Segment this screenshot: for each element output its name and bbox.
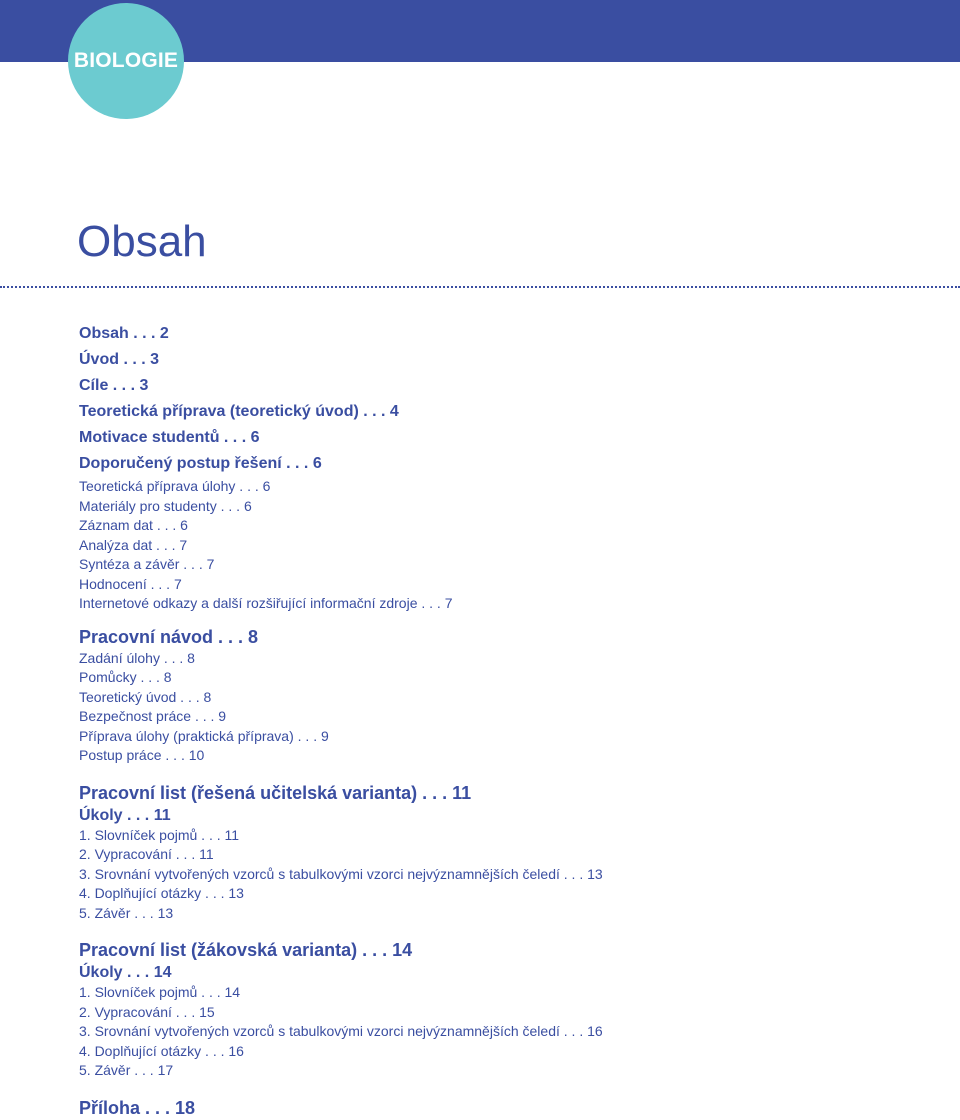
toc-subentry[interactable]: Postup práce . . . 10: [79, 747, 205, 763]
toc-section[interactable]: Příloha . . . 18: [79, 1097, 196, 1118]
toc-subentry[interactable]: Příprava úlohy (praktická příprava) . . . 9: [79, 727, 329, 744]
toc-subentry[interactable]: Hodnocení . . . 7: [79, 575, 182, 592]
toc-entry[interactable]: Teoretická příprava (teoretický úvod) . . . 4: [79, 403, 399, 420]
table-of-contents: [79, 321, 939, 1120]
toc-subentry[interactable]: Teoretický úvod . . . 8: [79, 688, 212, 705]
toc-subentry[interactable]: Internetové odkazy a další rozšiřující informační zdroje . . . 7: [79, 595, 453, 611]
toc-section[interactable]: Pracovní list (řešená učitelská varianta) . . . 11: [79, 782, 472, 803]
toc-entry[interactable]: Úvod . . . 3: [79, 351, 160, 368]
toc-entry[interactable]: Cíle . . . 3: [79, 377, 149, 394]
toc-subentry[interactable]: 3. Srovnání vytvořených vzorců s tabulkovými vzorci nejvýznamnějších čeledí . . . 13: [79, 865, 603, 882]
toc-subentry[interactable]: 1. Slovníček pojmů . . . 14: [79, 984, 241, 1000]
toc-subentry[interactable]: 3. Srovnání vytvořených vzorců s tabulkovými vzorci nejvýznamnějších čeledí . . . 16: [79, 1023, 603, 1039]
toc-subentry[interactable]: 4. Doplňující otázky . . . 13: [79, 885, 244, 901]
toc-subentry[interactable]: Teoretická příprava úlohy . . . 6: [79, 478, 271, 494]
toc-subentry[interactable]: Materiály pro studenty . . . 6: [79, 497, 252, 514]
toc-task-heading[interactable]: Úkoly . . . 14: [79, 964, 172, 981]
toc-subentry[interactable]: 2. Vypracování . . . 11: [79, 846, 214, 862]
toc-section[interactable]: Pracovní list (žákovská varianta) . . . 14: [79, 940, 413, 960]
toc-subentry[interactable]: 5. Závěr . . . 17: [79, 1062, 174, 1078]
toc-entry[interactable]: Obsah . . . 2: [79, 325, 169, 342]
toc-subentry[interactable]: 5. Závěr . . . 13: [79, 904, 174, 921]
toc-subentry[interactable]: Bezpečnost práce . . . 9: [79, 708, 227, 724]
toc-entry[interactable]: Doporučený postup řešení . . . 6: [79, 455, 322, 472]
toc-subentry[interactable]: 4. Doplňující otázky . . . 16: [79, 1042, 244, 1059]
toc-subentry[interactable]: Syntéza a závěr . . . 7: [79, 556, 215, 572]
dotted-divider: [0, 286, 960, 288]
toc-subentry[interactable]: Zadání úlohy . . . 8: [79, 649, 195, 666]
toc-entry[interactable]: Motivace studentů . . . 6: [79, 429, 260, 446]
toc-subentry[interactable]: Záznam dat . . . 6: [79, 517, 188, 533]
toc-subentry[interactable]: 1. Slovníček pojmů . . . 11: [79, 826, 240, 843]
toc-subentry[interactable]: Pomůcky . . . 8: [79, 669, 172, 685]
toc-subentry[interactable]: 2. Vypracování . . . 15: [79, 1003, 215, 1020]
page-title: Obsah: [77, 217, 207, 266]
toc-subentry[interactable]: Analýza dat . . . 7: [79, 536, 188, 553]
toc-task-heading[interactable]: Úkoly . . . 11: [79, 806, 171, 824]
subject-badge-label: BIOLOGIE: [73, 49, 179, 72]
toc-section[interactable]: Pracovní návod . . . 8: [79, 626, 259, 647]
subject-badge: [68, 3, 184, 119]
